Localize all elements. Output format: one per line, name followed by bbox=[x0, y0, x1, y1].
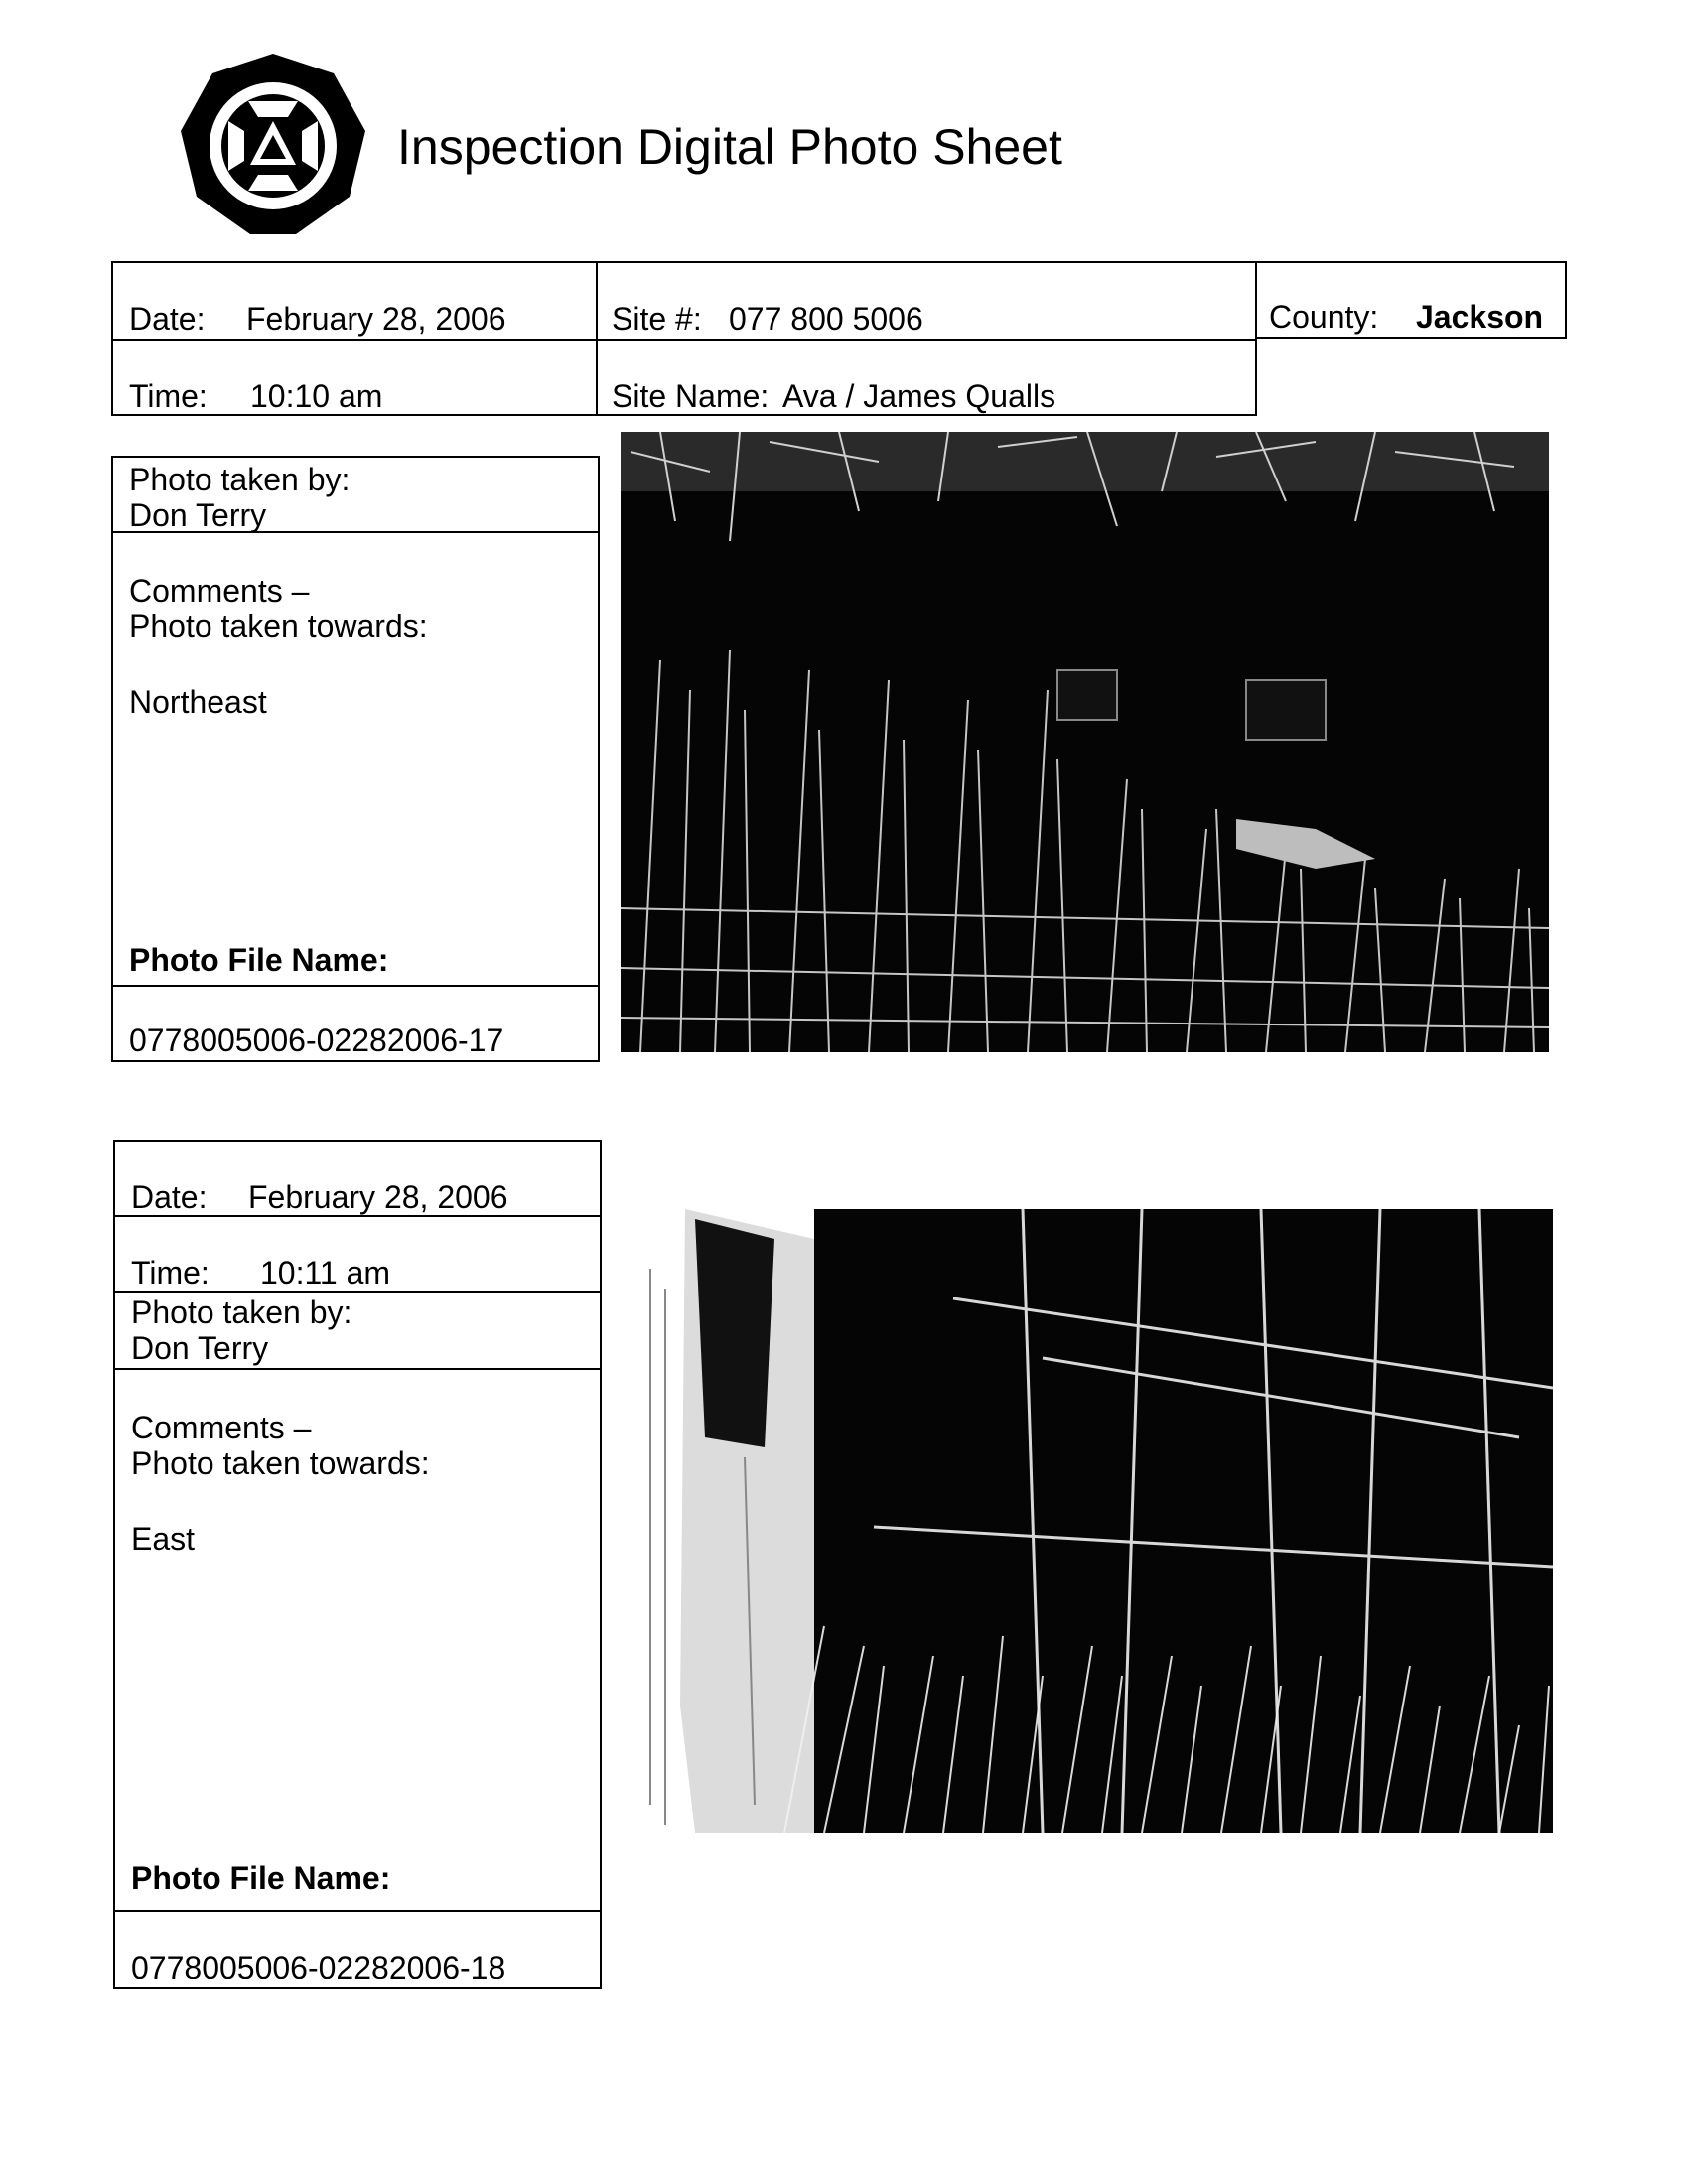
county-value: Jackson bbox=[1416, 299, 1544, 335]
photo2-time-label: Time: bbox=[131, 1255, 210, 1291]
photo1-comments-label: Comments – bbox=[129, 573, 310, 609]
photo2-file-name-cell bbox=[113, 1910, 602, 1989]
site-number-value: 077 800 5006 bbox=[729, 301, 923, 337]
photo1-taken-by-value: Don Terry bbox=[129, 497, 267, 533]
date-value: February 28, 2006 bbox=[246, 301, 506, 337]
photo1-taken-by-cell bbox=[111, 456, 600, 533]
site-name-value: Ava / James Qualls bbox=[782, 378, 1056, 414]
photo2-comments-cell bbox=[113, 1368, 602, 1912]
date-label: Date: bbox=[129, 301, 206, 337]
photo1-towards-label: Photo taken towards: bbox=[129, 609, 428, 644]
time-cell bbox=[111, 339, 598, 416]
site-number-cell bbox=[596, 261, 1257, 341]
agency-logo bbox=[177, 50, 369, 238]
photo2-image bbox=[626, 1209, 1553, 1833]
photo2-comments-label: Comments – bbox=[131, 1410, 312, 1445]
photo2-date-label: Date: bbox=[131, 1179, 208, 1215]
county-label: County: bbox=[1269, 299, 1379, 335]
photo1-direction: Northeast bbox=[129, 684, 267, 720]
time-value: 10:10 am bbox=[250, 378, 383, 414]
date-cell bbox=[111, 261, 598, 341]
photo2-direction: East bbox=[131, 1521, 196, 1557]
photo2-file-name: 0778005006-02282006-18 bbox=[131, 1950, 506, 1985]
photo1-file-name: 0778005006-02282006-17 bbox=[129, 1023, 504, 1058]
photo2-time-value: 10:11 am bbox=[260, 1255, 391, 1291]
photo2-file-name-label: Photo File Name: bbox=[131, 1860, 391, 1896]
photo1-image bbox=[621, 432, 1549, 1052]
site-name-cell bbox=[596, 339, 1257, 416]
time-label: Time: bbox=[129, 378, 208, 414]
photo2-taken-by-cell bbox=[113, 1291, 602, 1370]
site-number-label: Site #: bbox=[612, 301, 702, 337]
photo2-towards-label: Photo taken towards: bbox=[131, 1445, 430, 1481]
county-cell bbox=[1255, 261, 1567, 339]
photo2-date-value: February 28, 2006 bbox=[248, 1179, 508, 1215]
photo2-taken-by-label: Photo taken by: bbox=[131, 1295, 352, 1330]
photo1-file-name-cell bbox=[111, 985, 600, 1062]
photo1-taken-by-label: Photo taken by: bbox=[129, 462, 351, 497]
photo1-file-name-label: Photo File Name: bbox=[129, 942, 389, 978]
photo1-comments-cell bbox=[111, 531, 600, 987]
page-title: Inspection Digital Photo Sheet bbox=[397, 119, 1062, 175]
photo2-time-cell bbox=[113, 1215, 602, 1293]
photo2-taken-by-value: Don Terry bbox=[131, 1330, 269, 1366]
site-name-label: Site Name: bbox=[612, 378, 770, 414]
photo2-date-cell bbox=[113, 1140, 602, 1217]
